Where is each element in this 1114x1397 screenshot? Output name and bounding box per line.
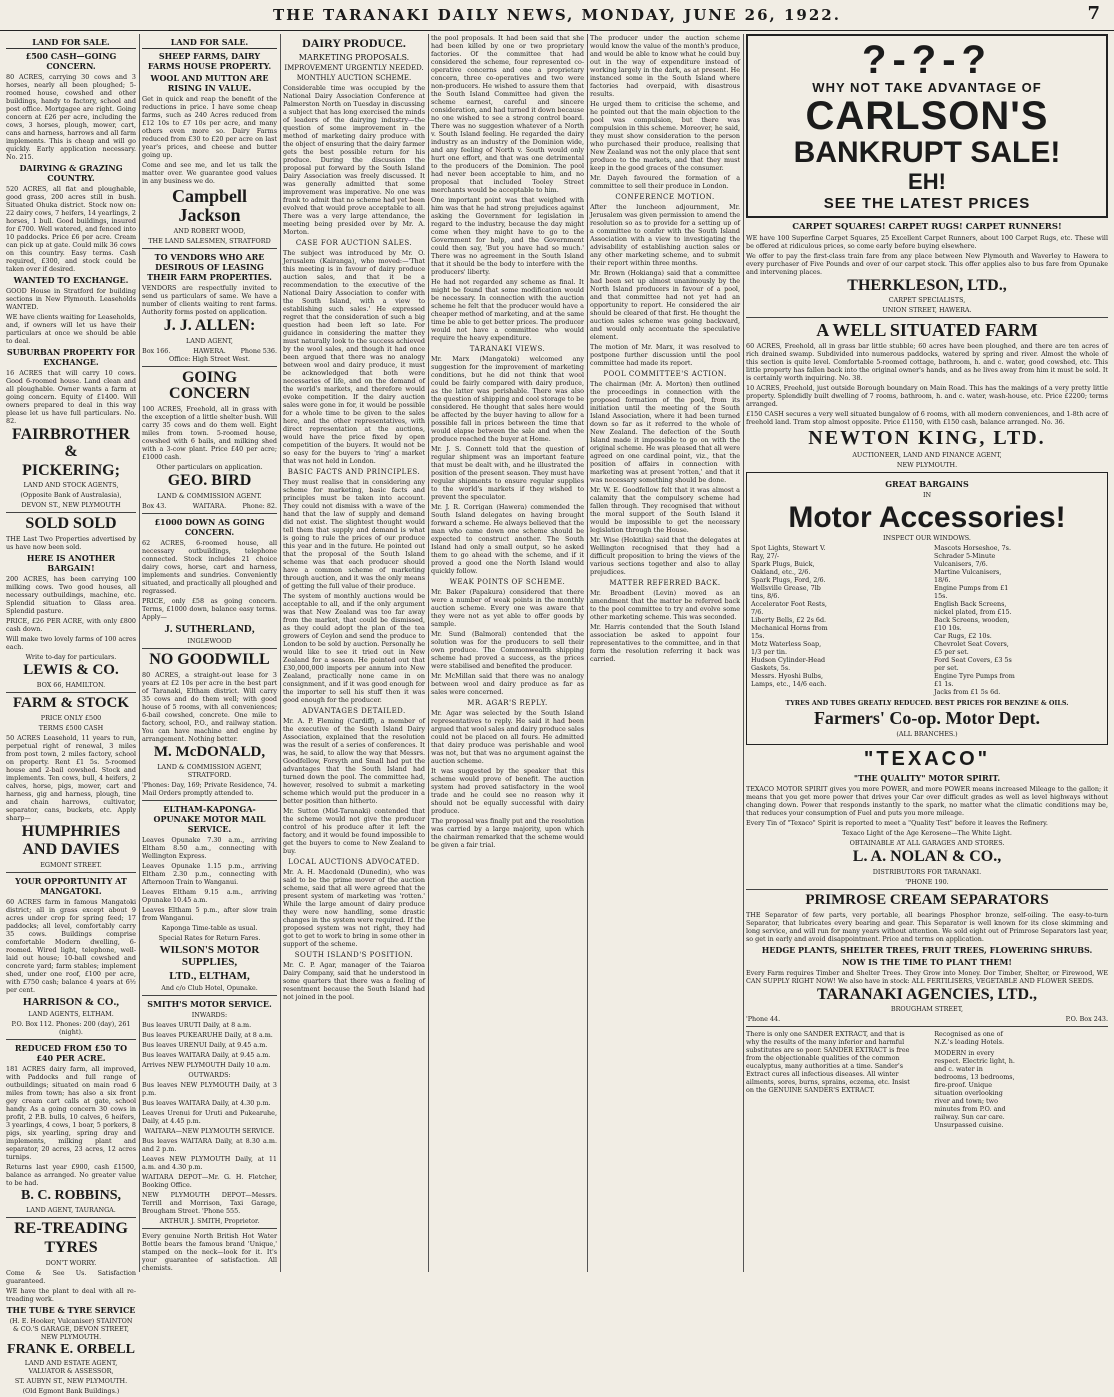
list-item: Hudson Cylinder-Head Gaskets, 5s.	[751, 656, 826, 673]
agent-name: LEWIS & CO.	[23, 662, 119, 679]
ad-text: Come & See Us. Satisfaction guaranteed.	[6, 1268, 136, 1285]
agent-detail: LAND & COMMISSION AGENT.	[157, 491, 262, 500]
ad-text: 'Phones: Day, 169; Private Residence, 74. Mail Orders promptly attended to.	[142, 780, 277, 797]
list-item: Wellsville Grease, 7lb tins, 8/6.	[751, 584, 821, 601]
list-item: Engine Tyre Pumps from £1 1s.	[934, 672, 1015, 689]
divider	[142, 648, 277, 649]
column-rule	[139, 34, 140, 1272]
article-crosshead: CONFERENCE MOTION.	[615, 193, 715, 201]
ad-text: Every Farm requires Timber and Shelter Trees. They Grow into Money. Dor Timber, Shelter, or Firewood, WE CAN SUPPLY RIGHT NOW! We also have in stock: ALL FERTILISERS, VEGETABLE AND FLOWER SEEDS.	[746, 968, 1108, 985]
agent-name: THERKLESON, LTD.,	[847, 276, 1007, 294]
timetable-entry: Leaves Opunake 7.30 a.m., arriving Eltham 8.50 a.m., connecting with Wellington Express.	[142, 835, 277, 860]
article-paragraph: Mr. J. R. Corrigan (Hawera) commended the South Island delegates on having brought forward a scheme. He always believed that the man who came down one scheme should be expected to construct another. The South Island had only a small output, so he asked them to go ahead with the scheme, and if it proved a good one the North Island would quickly follow.	[431, 503, 584, 575]
ad-text: £150 CASH secures a very well situated bungalow of 6 rooms, with all modern conveniences, and 1-8th acre of freehold land. Tram stop almost opposite. Price £1150, with £150 cash, balance arranged. No. 36.	[746, 410, 1108, 427]
agent-phone: 'Phone 44.	[746, 1015, 781, 1024]
article-paragraph: Mr. Sutton (Mid-Taranaki) contended that the scheme would not give the producer control of his produce after it left the factory, and it would be found impossible to get the buyers to come to New Zealand to buy.	[283, 807, 425, 855]
ad-text: THE Separator of few parts, very portable, all bearings Phosphor bronze, self-oiling. The easy-to-turn Separator, that lubricates every bearing and gear. This Separator is well known for its close skimming and long service, and will run for many years without attention. We sold eight out of Primrose Separators last year, so get in early and avoid disappointment. Price and terms on application.	[746, 910, 1108, 943]
list-item: Ford Seat Covers, £3 5s per set.	[934, 656, 1012, 673]
agent-detail: Office: High Street West.	[168, 354, 251, 363]
article-paragraph: They must realise that in considering any scheme for marketing, basic facts and principles must be taken into account. They could not dismiss with a wave of the hand that the law of supply and demand did not exist. The slightest thought would tell them that supply and demand is what is going to rule the prices of our produce this year and in the future. He pointed out that the proposal of the South Island scheme was that each producer should have a common scheme of marketing through auction, and it was the only means of getting the full value of their produce.	[283, 478, 425, 590]
carlson-ad	[746, 34, 1108, 218]
timetable-entry: ARTHUR J. SMITH, Proprietor.	[159, 1216, 260, 1225]
article-paragraph: Mr. C. P. Agar, manager of the Taiaroa Dairy Company, said that he understood in some quarters that there was a feeling of resentment because the South Island had not joined in the pool.	[283, 961, 425, 1001]
ad-text: We offer to pay the first-class train fare from any place between New Plymouth and Waverley to Hawera to every purchaser of Five Pounds and over of our carpet stock. This offer applies also to bus fare from Opunake and intervening places.	[746, 251, 1108, 276]
column-article-continued-1	[431, 34, 584, 851]
ad-heading: HERE IS ANOTHER BARGAIN!	[26, 553, 116, 574]
ad-exclamation: EH!	[908, 168, 946, 194]
agent-name: AND DAVIES	[22, 841, 120, 859]
column-rule	[743, 34, 744, 1272]
agent-detail: NEW PLYMOUTH.	[896, 461, 958, 470]
ad-text: TEXACO MOTOR SPIRIT gives you more POWER, and more POWER means increased Mileage to the gallon; it means that you get more power that drives your Car over difficult grades as well as level highways without changing down. Power that responds instantly to the spark, no matter what the climatic conditions may be, that reduces your consumption of Fuel and puts you more mileage.	[746, 785, 1108, 818]
article-paragraph: Mr. Baker (Papakura) considered that there were a number of weak points in the monthly auction scheme. Every one was aware that they were not as yet able to offer goods by sample.	[431, 588, 584, 628]
agent-name: GEO. BIRD	[167, 472, 252, 490]
sold-heading: SOLD SOLD	[25, 515, 117, 533]
hotel-ad	[934, 1030, 1108, 1129]
article-headline: DAIRY PRODUCE.	[302, 36, 406, 50]
article-crosshead: WEAK POINTS OF SCHEME.	[449, 578, 566, 586]
list-item: Spot Lights, Stewart V. Ray, 27/-	[751, 544, 826, 561]
ad-text: TERMS £500 CASH	[38, 723, 104, 732]
divider	[142, 995, 277, 996]
ad-heading: NOW IS THE TIME TO PLANT THEM!	[842, 956, 1012, 967]
agent-name: HUMPHRIES	[21, 822, 121, 840]
ad-title: PRIMROSE CREAM SEPARATORS	[805, 891, 1049, 908]
divider	[6, 512, 136, 513]
agent-detail: LAND AGENTS, ELTHAM.	[28, 1010, 114, 1019]
article-paragraph: Mr. Brown (Hokianga) said that a committee had been set up almost unanimously by the North Island producers in favour of a pool, and that committee had not yet had an opportunity to report. He considered the air should be cleared of that first. He thought the auction sales scheme was going backward, and would only accentuate the speculative element.	[590, 269, 740, 341]
question-marks: ?-?-?	[862, 38, 992, 82]
list-item: Chevrolet Seat Covers, £5 per set.	[934, 640, 1009, 657]
list-item: Engine Pumps from £1 15s.	[934, 584, 1009, 601]
ad-text: PRICE, only £58 as going concern. Terms, £1000 down, balance easy terms. Apply—	[142, 596, 277, 621]
timetable-entry: Bus leaves WAITARA Daily, at 4.30 p.m.	[142, 1098, 271, 1107]
list-item: Accelerator Foot Rests, 7/6.	[751, 600, 827, 617]
ad-title: A WELL SITUATED FARM	[816, 320, 1038, 341]
column-display-ads	[746, 34, 1108, 1129]
agent-detail: INGLEWOOD	[187, 636, 232, 645]
article-paragraph: The subject was introduced by Mr. O. Jerusalem (Kairanga), who moved:—'That this meeting is in favour of dairy produce auction sales, and that it be a recommendation to the executive of the National Dairy Association to confer with the South Island, with a view to establishing such sales.' He expressed regret that the consideration of such a big question had been left so late. For guidance in considering the matter they must naturally look to the success achieved by the wool sales, and though it had once been argued that there was no analogy between wool and dairy produce, it must be acknowledged that both were necessaries of life, and on the demand of the world's markets, and therefore would evoke competition. If the dairy auction sales were gone in for, it would be possible for a whole time to be given to the sales here, and the other representatives, with direct representation at the auctions, would have the price fixed by open competition of the buyers. It would not be so easy for the buyers to 'ring' a market that was not held in London.	[283, 249, 425, 465]
timetable-entry: Bus leaves URENUI Daily, at 9.45 a.m.	[142, 1040, 268, 1049]
article-subheadline: MONTHLY AUCTION SCHEME.	[296, 74, 412, 82]
article-paragraph: Mr. Marx (Mangatoki) welcomed any suggestion for the improvement of marketing conditions, but he did not think that wool could be fairly compared with dairy produce, as the latter was perishable. There was also the question of shipping and cool storage to be considered. He thought that sales here would be affected by the buyer having to allow for a possible fall in prices between the time that would elapse between the sale and when the produce reached the buyer at Home.	[431, 355, 584, 443]
ad-title: TYRES	[44, 1238, 98, 1256]
agent-detail: 'PHONE 190.	[905, 877, 949, 886]
list-item: Messrs. Hyoshi Bulbs, Lamps, etc., 14/6 each.	[751, 672, 827, 689]
agent-name: J. J. ALLEN:	[163, 316, 256, 334]
list-item: Mascots Horseshoe, 7s.	[934, 544, 1011, 553]
ad-title: RE-TREADING	[14, 1219, 128, 1237]
texaco-title: "TEXACO"	[863, 748, 991, 771]
ad-text: Get in quick and reap the benefit of the reductions in price. I have some cheap farms, such as 240 Acres reduced from £12 10s to £7 10s per acre, and many others even more so. Dairy Farms reduced from £30 to £20 per acre on last year's prices, and cheese and butter going up.	[142, 95, 277, 159]
agent-name: TARANAKI AGENCIES, LTD.,	[816, 985, 1038, 1003]
ad-text: OBTAINABLE AT ALL GARAGES AND STORES.	[849, 839, 1005, 848]
list-item: Jacks from £1 5s 6d.	[934, 688, 1001, 697]
article-paragraph: It was suggested by the speaker that this scheme would prove of benefit. The auction system had proved satisfactory in the wool trade and he could see no reason why it should not be equally successful with dairy produce.	[431, 767, 584, 815]
agent-name: WILSON'S MOTOR SUPPLIES,	[159, 943, 260, 968]
ad-text: Other particulars on application.	[156, 463, 263, 472]
article-paragraph: The system of monthly auctions would be acceptable to all, and if the only argument was that New Zealand was too far away from the market, that could be dismissed, as they could adopt the plan of the tea growers of Ceylon and send the produce to London to be sold by auction. Personally he would like to see it tried out in New Zealand for a season. He pointed out that £30,000,000 imports per annum into New Zealand, practically none came in on consignment, and if it was good enough for the importer to sell his stuff then it was good enough for the producer.	[283, 592, 425, 704]
ad-text: INSPECT OUR WINDOWS.	[883, 534, 971, 543]
timetable-entry: Bus leaves WAITARA Daily, at 8.30 a.m. and 2 p.m.	[142, 1136, 277, 1153]
agent-name: M. McDONALD,	[153, 743, 266, 760]
ad-callout: SEE THE LATEST PRICES	[823, 194, 1031, 212]
ad-text: THE Last Two Properties advertised by us have now been sold.	[6, 535, 136, 552]
article-paragraph: Mr. Sund (Balmoral) contended that the solution was for the producers to sell their own produce. The Commonwealth shipping scheme had proved a success, as the prices were stabilised and benefited the producer.	[431, 630, 584, 670]
article-subheadline: IMPROVEMENT URGENTLY NEEDED.	[284, 64, 424, 72]
list-item: Motz Waterless Soap, 1/3 per tin.	[751, 640, 822, 657]
agent-detail: DISTRIBUTORS FOR TARANAKI.	[872, 867, 982, 876]
agent-detail: And c/o Club Hotel, Opunake.	[161, 983, 258, 992]
agent-name: J. SUTHERLAND,	[164, 622, 255, 635]
article-paragraph: Mr. A. P. Fleming (Cardiff), a member of the executive of the South Island Dairy Association, explained that the resolution was the result of a series of conferences. It was, he said, to allow the way that Messrs. Goodfellow, Forsyth and Small had put the advantages that the South Island had turned down the pool. The committee had, however, resolved to submit a marketing scheme which would put the producer in a better position than hitherto.	[283, 717, 425, 805]
ad-text: Every Tin of "Texaco" Spirit is reported to meet a "Quality Test" before it leaves the Refinery.	[746, 819, 1048, 828]
divider	[746, 317, 1108, 318]
article-paragraph: Mr. McMillan said that there was no analogy between wool and dairy produce as far as sales were concerned.	[431, 672, 584, 696]
article-paragraph: He urged them to criticise the scheme, and he pointed out that the main objection to the pool was compulsion, but there was compulsion in this scheme. Moreover, he said, they must show consideration to the person who purchased their produce, realising that New Zealand was not the only place that sent produce to the markets, and that they must keep in the good graces of the consumer.	[590, 100, 741, 172]
agent-contact-row	[142, 347, 277, 355]
agent-name: NEWTON KING, LTD.	[808, 427, 1046, 450]
column-rule	[280, 34, 281, 1272]
ad-text: 60 ACRES, Freehold, all in grass bar little stubble; 60 acres have been ploughed, and there are ten acres of rich drained swamp. Subdivided into numerous paddocks, watered by spring and river. Almost the whole of this section is quite level. Comfortable 5-roomed cottage, bathroom, h. and c. water, good cowshed, etc. This little property has fallen back into the original owner's hands, and as he lives away from him it must be sold. It is certainly worth inquiring. No. 38.	[746, 342, 1108, 383]
newspaper-title: THE TARANAKI DAILY NEWS, MONDAY, JUNE 26, 1922.	[273, 6, 841, 24]
divider	[142, 366, 277, 367]
ad-text: Write to-day for particulars.	[25, 653, 117, 662]
ad-text: 62 ACRES, 6-roomed house, all necessary outbuildings, telephone connected. Stock includes 21 choice dairy cows, horse, cart and harness, implements and sundries. Conveniently situated, and practically all ploughed and regrassed.	[142, 538, 277, 595]
timetable-entry: Leaves Opunake 1.15 p.m., arriving Eltham 2.30 p.m., connecting with Afternoon Train to Wanganui.	[142, 861, 277, 886]
article-paragraph: Mr. W. E. Goodfellow felt that it was almost a calamity that the compulsory scheme had fallen through. They recognised that without the moral support of the South Island it would be impossible to get the necessary legislation through the House.	[590, 486, 740, 534]
ad-heading: CARPET SQUARES! CARPET RUGS! CARPET RUNNERS!	[792, 221, 1062, 232]
ad-text: Returns last year £900, cash £1500, balance as arranged. No greater value to be had.	[6, 1163, 136, 1188]
ad-heading: HEDGE PLANTS, SHELTER TREES, FRUIT TREES, FLOWERING SHRUBS.	[761, 944, 1093, 955]
ad-text: GOOD House in Stratford for building sections in New Plymouth. Leaseholds WANTED.	[6, 287, 136, 311]
agent-detail: LAND AGENT,	[186, 336, 233, 345]
ad-title: NO GOODWILL	[149, 650, 270, 668]
ad-title: GOING CONCERN	[169, 368, 250, 403]
agent-detail: AND ROBERT WOOD,	[173, 226, 246, 235]
article-crosshead: TARANAKI VIEWS.	[469, 345, 546, 353]
timetable-entry: WAITARA—NEW PLYMOUTH SERVICE.	[144, 1126, 275, 1135]
timetable-entry: NEW PLYMOUTH DEPOT—Messrs. Terrill and Morrison, Taxi Garage, Brougham Street. 'Phone 555.	[142, 1190, 277, 1215]
divider	[6, 872, 136, 873]
article-paragraph: The chairman (Mr. A. Morton) then outlined the proceedings in connection with the proposed formation of the pool, from its initiation until the meeting of the South Island Association, where it had been turned down so far as it referred to the whole of New Zealand. The defection of the South Island made it impossible to go on with the original scheme. He was pleased that all were agreed on one cardinal point, viz., that the position of affairs in connection with marketing was at present 'rotten,' and that it was necessary something should be done.	[590, 380, 740, 484]
article-paragraph: The motion of Mr. Marx, it was resolved to postpone further discussion until the pool committee had made its report.	[590, 343, 740, 367]
motor-accessories-ad	[746, 472, 1108, 745]
ad-text: Texaco Light of the Age Kerosene—The White Light.	[842, 829, 1012, 838]
divider	[6, 1217, 136, 1218]
ad-text: 80 ACRES, a straight-out lease for 3 years at £2 10s per acre in the best part of Taranaki, Eltham district. Will carry 35 cows and do them well; with good house of 5 rooms, with all conveniences; 6-bail cowshed, concrete. One mile to factory, school, P.O., and railway station. You can have machine and engine by arrangement. Nothing better.	[142, 670, 277, 743]
agent-contact-row	[142, 502, 277, 510]
agent-name: L. A. NOLAN & CO.,	[852, 848, 1002, 866]
ad-text: Will make two lovely farms of 100 acres each.	[6, 635, 136, 652]
list-item: Car Rugs, £2 10s.	[934, 632, 992, 641]
agent-detail: EGMONT STREET.	[40, 861, 102, 870]
agent-detail: DEVON ST., NEW PLYMOUTH	[21, 501, 121, 510]
timetable-entry: Leaves Eltham 5 p.m., after slow train from Wanganui.	[142, 905, 277, 922]
article-paragraph: After the luncheon adjournment, Mr. Jerusalem was given permission to amend the resolution so as to provide for a setting up of a committee to confer with the South Island Association with a view to investigating the advisability of establishing auction sales or any other marketing scheme, and to submit their report within three months.	[590, 203, 740, 267]
ad-heading: SMITH'S MOTOR SERVICE.	[147, 998, 272, 1009]
article-crosshead: LOCAL AUCTIONS ADVOCATED.	[288, 858, 420, 866]
divider	[142, 800, 277, 801]
timetable-entry: Kaponga Time-table as usual.	[161, 923, 258, 932]
agent-detail: UNION STREET, HAWERA.	[882, 306, 972, 315]
price-list-right	[934, 544, 1103, 696]
agent-detail: (Opposite Bank of Australasia),	[20, 491, 122, 500]
section-heading: LAND FOR SALE.	[6, 37, 136, 49]
timetable-entry: Bus leaves WAITARA Daily, at 9.45 a.m.	[142, 1050, 271, 1059]
timetable-entry: Leaves Urenui for Uruti and Pukearuhe, Daily, at 4.45 p.m.	[142, 1108, 277, 1125]
ad-heading: SUBURBAN PROPERTY FOR EXCHANGE.	[6, 347, 136, 367]
article-paragraph: The proposal was finally put and the resolution was carried by a large majority, upon which the chairman remarked that the scheme would be given a fair trial.	[431, 817, 584, 849]
agent-town: HAWERA.	[193, 346, 226, 355]
ad-heading: DAIRYING & GRAZING COUNTRY.	[19, 163, 123, 183]
agent-name: Campbell Jackson	[171, 186, 247, 225]
article-paragraph: Mr. Harris contended that the South Island association be asked to appoint four representatives to the committee, and in that form the resolution referring it back was carried.	[590, 623, 740, 663]
agent-detail: AUCTIONEER, LAND AND FINANCE AGENT,	[852, 451, 1002, 460]
timetable-entry: Special Rates for Return Fares.	[158, 933, 261, 942]
agent-box-number: Box 166.	[142, 346, 171, 355]
agent-contact-row	[746, 1015, 1108, 1023]
agent-name: PICKERING;	[22, 461, 120, 479]
agent-detail: (Old Egmont Bank Buildings.)	[22, 1387, 120, 1396]
ad-text: WE have the plant to deal with all re-treading work.	[6, 1286, 136, 1303]
hotel-ad-tagline: Recognised as one of N.Z.'s leading Hotels.	[934, 1030, 1005, 1047]
ad-text: WE have 100 Superfine Carpet Squares, 25 Excellent Carpet Runners, about 100 Carpet Rugs, etc. These will be offered at ridiculous prices, so come early before buying elsewhere.	[746, 233, 1108, 250]
article-crosshead: ADVANTAGES DETAILED.	[302, 707, 406, 715]
ad-heading: GREAT BARGAINS	[885, 479, 969, 490]
agent-box-number: P.O. Box 243.	[1065, 1015, 1108, 1024]
list-item: English Back Screens, nickel plated, from £15.	[934, 600, 1012, 617]
agent-detail: LAND AND STOCK AGENTS,	[23, 481, 119, 490]
ad-heading: TO VENDORS WHO ARE DESIROUS OF LEASING THEIR FARM PROPERTIES.	[147, 251, 272, 282]
article-paragraph: One important point was that weighed with him was that he had strong prejudices against asking the Government for legislation in regard to the industry, because the day might come when they might have to go to the Government for help, and the Government could then say, 'But you have had so much.' There was no agreement in the South Island that it should be the body to interfere with the producers' liberty.	[431, 196, 584, 276]
divider	[142, 248, 277, 249]
agent-name: Farmers' Co-op. Motor Dept.	[813, 708, 1041, 729]
divider	[746, 889, 1108, 890]
agent-detail: LAND AGENT, TAURANGA.	[26, 1205, 116, 1214]
agent-detail: LAND & COMMISSION AGENT, STRATFORD.	[157, 762, 262, 779]
divider	[746, 1026, 1108, 1027]
timetable-subheading: OUTWARDS:	[188, 1070, 231, 1079]
sander-hotel-ads	[746, 1030, 1108, 1129]
ad-text: Every genuine North British Hot Water Bottle bears the famous brand 'Unique,' stamped on the neck—look for it. It's your guarantee of satisfaction. All chemists.	[142, 1231, 277, 1272]
timetable-entry: Leaves NEW PLYMOUTH Daily, at 11 a.m. and 4.30 p.m.	[142, 1154, 277, 1171]
ad-text: DON'T WORRY.	[45, 1258, 97, 1267]
divider	[142, 1228, 277, 1229]
agent-detail: (ALL BRANCHES.)	[896, 730, 958, 739]
timetable-subheading: INWARDS:	[191, 1010, 228, 1019]
ad-heading: YOUR OPPORTUNITY AT MANGATOKI.	[15, 876, 127, 897]
ad-text: 200 ACRES, has been carrying 100 milking cows. Two good houses, all necessary outbuildings, machine, etc. Splendid situation to Glass area. Splendid pasture.	[6, 575, 136, 616]
article-crosshead: MATTER REFERRED BACK.	[609, 579, 721, 587]
ad-heading: WANTED TO EXCHANGE.	[13, 275, 129, 285]
article-crosshead: POOL COMMITTEE'S ACTION.	[603, 370, 727, 378]
list-item: Spark Plugs, Ford, 2/6.	[751, 576, 826, 585]
ad-heading: THE TUBE & TYRE SERVICE	[6, 1304, 136, 1315]
ad-heading: £500 CASH—GOING CONCERN.	[25, 51, 117, 71]
divider	[6, 692, 136, 693]
agent-phone: Phone: 82.	[242, 501, 277, 510]
agent-phone: Phone 536.	[240, 346, 277, 355]
ad-text: 80 ACRES, carrying 30 cows and 3 horses, nearly all been ploughed; 5-roomed house, cowshed and other buildings, handy to factory, school and post office. Mortgagee are right. Going concern at £26 per acre, including the cows, 3 horses, plough, mower, cart, cans and harness, harrows and all farm implements. This is cheap and will go quickly. Early application necessary. No. 215.	[6, 73, 136, 161]
list-item: Schrader 5-Minute Vulcanisers, 7/6.	[934, 552, 996, 569]
ad-text: TYRES AND TUBES GREATLY REDUCED. BEST PRICES FOR BENZINE & OILS.	[785, 699, 1069, 708]
article-paragraph: The producer under the auction scheme would know the value of the month's produce, and would be able to know what he could buy out in the way of expenditure instead of working largely in the dark, as at present. He instanced some in the South Island where factories had overpaid, with disastrous results.	[590, 34, 740, 98]
article-crosshead: SOUTH ISLAND'S POSITION.	[294, 951, 414, 959]
ad-text: PRICE, £26 PER ACRE, with only £800 cash down.	[6, 617, 136, 634]
ad-text: PRICE ONLY £500	[40, 713, 102, 722]
agent-detail: P.O. Box 112. Phones: 200 (day), 261 (night).	[11, 1020, 131, 1037]
agent-name: FRANK E. ORBELL	[7, 1341, 135, 1357]
column-rule	[587, 34, 588, 1272]
article-paragraph: Considerable time was occupied by the National Dairy Association Conference at Palmerston North on Tuesday in discussing a subject that has long exercised the minds of leaders of the dairying industry—the question of some improvement in the method of marketing dairy produce with the object of ensuring that the dairy farmer gets the best possible return for his produce. During the discussion the proposal put forward by the South Island Dairy Association was freely discussed. It was generally admitted that some improvement was imperative. No one was frank to admit that no scheme had yet been evolved that would prove acceptable to all. There was a very large attendance, the meeting being presided over by Mr. A. Morton.	[283, 84, 425, 236]
ad-text: VENDORS are respectfully invited to send us particulars of same. We have a number of clients waiting to rent farms. Authority forms posted on application.	[142, 283, 277, 316]
agent-name: LTD., ELTHAM,	[169, 969, 250, 982]
ad-heading: ELTHAM-KAPONGA-OPUNAKE MOTOR MAIL SERVICE.	[153, 803, 266, 834]
ad-tagline: WHY NOT TAKE ADVANTAGE OF	[812, 80, 1042, 95]
ad-heading: WOOL AND MUTTON ARE RISING IN VALUE.	[150, 73, 269, 93]
ad-heading: "THE QUALITY" MOTOR SPIRIT.	[853, 773, 1001, 784]
article-paragraph: Mr. Agar was selected by the South Island representatives to reply. He said it had been argued that wool sales and dairy produce sales could not be placed on all fours. He admitted that dairy produce was perishable and wool was not, but that was no argument against the auction scheme.	[431, 709, 585, 765]
list-item: Martine Vulcanisers, 18/6.	[934, 568, 1002, 585]
ad-heading: SHEEP FARMS, DAIRY FARMS HOUSE PROPERTY.	[147, 51, 272, 71]
column-rule	[428, 34, 429, 1272]
agent-detail: BROUGHAM STREET,	[890, 1005, 964, 1014]
timetable-entry: Arrives NEW PLYMOUTH Daily 10 a.m.	[142, 1060, 271, 1069]
article-crosshead: BASIC FACTS AND PRINCIPLES.	[287, 468, 421, 476]
list-item: Liberty Bells, £2 2s 6d.	[751, 616, 827, 625]
ad-text: WE have clients waiting for Leaseholds, and, if owners will let us have their particulars at once we should be able to deal.	[6, 313, 136, 345]
ad-text: (H. E. Hooker, Vulcaniser) STAINTON & CO.'S GARAGE, DEVON STREET, NEW PLYMOUTH.	[9, 1316, 133, 1341]
agent-detail: BOX 66, HAMILTON.	[36, 680, 106, 689]
ad-heading: £1000 DOWN AS GOING CONCERN.	[154, 516, 265, 537]
list-item: Back Screens, wooden, £10 10s.	[934, 616, 1010, 633]
article-subheadline: MARKETING PROPOSALS.	[298, 53, 410, 62]
ad-text: Come and see me, and let us talk the matter over. We guarantee good values in any business we do.	[142, 161, 277, 185]
ad-headline: Motor Accessories!	[788, 501, 1066, 535]
ad-headline: BANKRUPT SALE!	[793, 136, 1061, 169]
column-land-for-sale-1	[6, 34, 136, 1397]
timetable-entry: Bus leaves PUKEARUHE Daily, at 8 a.m.	[142, 1030, 273, 1039]
article-paragraph: Mr. J. S. Connett told that the question of regular shipment was an important feature that must be dealt with, and he illustrated the position of the present season. They must have regular shipments to ensure regular supplies to the world's markets if they wished to prevent the speculator.	[431, 445, 584, 501]
ad-text: IN	[922, 491, 932, 500]
ad-text: 50 ACRES Leasehold, 11 years to run, perpetual right of renewal, 3 miles from post town, 2 miles factory, school on property. Rent £1 5s. 5-roomed house and 2-bail cowshed. Stock and implements. Ten cows, bull, 4 heifers, 2 calves, horse, pigs, mower, cart and harness, gig and harness, plough, tine and chain harrows, cultivator, separator, cans, buckets, etc. Apply sharp—	[6, 733, 136, 822]
masthead	[0, 0, 1114, 31]
article-paragraph: Mr. Broadbent (Levin) moved as an amendment that the matter be referred back to the pool committee to try and evolve some other marketing scheme. This was seconded.	[590, 589, 740, 621]
divider	[142, 513, 277, 514]
sander-ad-text: There is only one SANDER EXTRACT, and that is why the results of the many inferior and harmful substitutes are so poor. SANDER EXTRACT is free from the objectionable qualities of the common eucalyptus, many authorities at a time. Sander's Extract cures all infectious diseases. All winter ailments, sores, burns, sprains, eczema, etc. Insist on the GENUINE SANDER'S EXTRACT.	[746, 1030, 910, 1095]
timetable-entry: WAITARA DEPOT—Mr. G. H. Fletcher, Booking Office.	[142, 1172, 277, 1189]
ad-text: 10 ACRES, Freehold, just outside Borough boundary on Main Road. This has the makings of a very pretty little property. Splendidly built dwelling of 7 rooms, bathroom, h. and c. water, wash-house, etc. Price £2200; terms arranged.	[746, 384, 1108, 409]
agent-name: B. C. ROBBINS,	[21, 1188, 121, 1204]
column-dairy-produce-article	[283, 34, 425, 1003]
article-paragraph: the pool proposals. It had been said that she had been killed by one or two proprietary factories. Of the committee that had considered the scheme, four represented co-operative concerns and one a proprietary concern, three co-operatives and two were non-producers. He wished to assure them that the South Island Committee had given the scheme earnest, careful and sincere consideration, and had turned it down because no one wished to see a strong control board. There was no suggestion whatever of a North v. South Island feeling. He regarded the dairy industry as an industry of the Dominion wide, and any feeling of North v. South would only hurt one effort, and that was one detrimental to the producers of the Dominion. The pool had never been acceptable to him, and no proposal that included Tooley Street merchants would be acceptable to him.	[431, 34, 584, 194]
divider	[6, 1039, 136, 1040]
article-paragraph: Mr. Dayeh favoured the formation of a committee to sell their produce in London.	[590, 174, 740, 190]
column-article-continued-2	[590, 34, 740, 665]
ad-title: FARM & STOCK	[12, 694, 130, 711]
timetable-entry: Bus leaves NEW PLYMOUTH Daily, at 3 p.m.	[142, 1080, 277, 1097]
ad-text: 60 ACRES farm in famous Mangatoki district; all in grass except about 9 acres under crop for spring feed; 17 paddocks; all level, comfortably carry 35 cows. Buildings comprise comfortable Modern dwelling, 6-roomed. Wired light, telephone, well-laid out house; 10-ball cowshed and concrete yard; farm stables; implement shed, under one roof, £100 per acre, with £750 cash; balance 4 years at 6½ per cent.	[6, 898, 136, 995]
article-paragraph: Mr. A. H. Macdonald (Dunedin), who was said to be the prime mover of the auction scheme, said that all were agreed that the present system of marketing was 'rotten.' While the large amount of dairy produce they were now handling, some drastic changes in the system were required. If the proposed system was not right, they had got to get to work to bring in some other in support of the scheme.	[283, 868, 425, 948]
agent-town: WAITARA.	[192, 501, 227, 510]
agent-box-number: Box 43.	[142, 501, 167, 510]
list-item: Mechanical Horns from 15s.	[751, 624, 828, 641]
agent-detail: ST. AUBYN ST., NEW PLYMOUTH.	[14, 1377, 128, 1386]
timetable-entry: Leaves Eltham 9.15 a.m., arriving Opunake 10.45 a.m.	[142, 887, 277, 904]
hotel-ad-text: MODERN in every respect. Electric light, h. and c. water in bedrooms, 13 bedrooms, fire-proof. Unique situation overlooking river and town; two minutes from P.O. and railway. Sun car care. Unsurpassed cuisine.	[934, 1049, 1015, 1130]
agent-detail: THE LAND SALESMEN, STRATFORD	[148, 236, 271, 245]
ad-text: 100 ACRES, Freehold, all in grass with the exception of a little shelter bush. Will carry 35 cows and do them well. Eight miles from town. 5-roomed house, cowshed with 6 bails, and milking shed with a 3-cow plant. Price £40 per acre; £1000 cash.	[142, 405, 277, 462]
article-crosshead: CASE FOR AUCTION SALES.	[295, 239, 413, 247]
timetable-entry: Bus leaves URUTI Daily, at 8 a.m.	[142, 1020, 252, 1029]
section-heading: LAND FOR SALE.	[142, 37, 277, 49]
ad-text: 16 ACRES that will carry 10 cows. Good 6-roomed house. Land clean and all ploughable. Owner wants a farm at going concern. Equity of £1400. Will owners prepared to deal in this way please let us have full particulars. No. 82.	[6, 369, 136, 425]
price-list-left	[751, 544, 920, 696]
ad-text: 181 ACRES dairy farm, all improved, with Paddocks and full range of outbuildings; situated on main road 6 miles from town; has also a six front gey cream cart calls at gate, school handy. As a going concern 30 cows in profit, 2 P.B. bulls, 10 calves, 6 heifers, 3 yearlings, 4 cows, 1 boar, 5 porkers, 8 pigs, six yearling, spring dray and implements, milking plant and separator, 20 acres, 23 acres, 12 acres turnips.	[6, 1065, 136, 1162]
ad-text: 520 ACRES, all flat and ploughable, good grass, 200 acres still in bush. Situated Ohuka district. Stock now on: 22 dairy cows, 7 heifers, 14 yearlings, 2 horses, 1 bull. Good buildings, insured for £700. Well watered, and fenced into 10 paddocks. Price £6 per acre. Cream can pick up at gate. Could milk 36 cows on this country. Easy terms. Cash required, £300, and stock could be taken over if desired.	[6, 185, 136, 273]
article-paragraph: Mr. Wise (Hokitika) said that the delegates at Wellington recognised that they had a difficult proposition to bring the views of the various sections together and also to allay prejudices.	[590, 536, 740, 576]
agent-detail: CARPET SPECIALISTS,	[888, 296, 966, 305]
list-item: Spark Plugs, Buick, Oakland, etc., 2/6.	[751, 560, 815, 577]
column-land-for-sale-2	[142, 34, 277, 1274]
article-paragraph: He had not regarded any scheme as final. It might be found that some modification would be necessary. In connection with the auction scheme he felt that the producer would have a cheaper method of marketing, and at the same time be able to get better prices. The producer would not have a committee who would require the heavy expenditure.	[431, 278, 584, 342]
ad-brand: CARLSON'S	[805, 94, 1049, 138]
page-number: 7	[1087, 3, 1100, 24]
agent-name: HARRISON & CO.,	[23, 996, 119, 1009]
agent-detail: LAND AND ESTATE AGENT, VALUATOR & ASSESSOR,	[24, 1359, 118, 1376]
agent-name: FAIRBROTHER &	[12, 426, 130, 460]
article-crosshead: MR. AGAR'S REPLY.	[467, 699, 548, 707]
price-list	[751, 544, 1103, 696]
ad-heading: REDUCED FROM £50 TO £40 PER ACRE.	[14, 1043, 128, 1064]
